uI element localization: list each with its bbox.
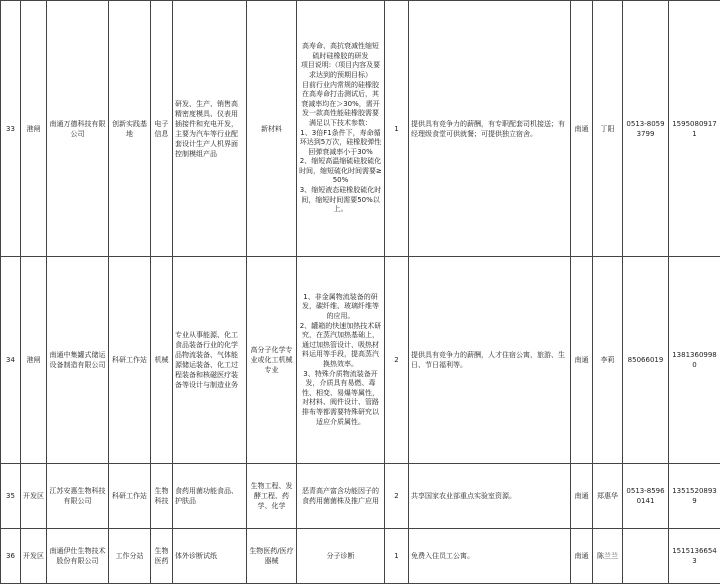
business-cell: 食药用菌功能食品、护肤品 bbox=[173, 464, 247, 529]
field-cell: 新材料 bbox=[247, 1, 297, 257]
location-cell: 南通 bbox=[571, 464, 593, 529]
industry-cell: 生物医药 bbox=[151, 529, 173, 584]
industry-cell: 电子信息 bbox=[151, 1, 173, 257]
business-cell: 专业从事能源、化工食品装备行业的化学品物流装备、气体能源储运装备、化工过程装备和核磁医疗装备等设计与制造业务 bbox=[173, 257, 247, 464]
mobile-cell: 13515208939 bbox=[669, 464, 720, 529]
table-row bbox=[1, 529, 720, 584]
location-cell: 南通 bbox=[571, 1, 593, 257]
contact-cell: 李莉 bbox=[593, 257, 623, 464]
business-cell: 体外诊断试纸 bbox=[173, 529, 247, 584]
demand-cell: 恶青高产富含功能因子的食药用菌菌株及推广应用 bbox=[297, 464, 385, 529]
district-cell: 港闸 bbox=[21, 1, 47, 257]
row-number: 36 bbox=[1, 529, 21, 584]
mobile-cell: 15950809171 bbox=[669, 1, 720, 257]
mobile-cell: 13813609980 bbox=[669, 257, 720, 464]
demand-cell: 分子诊断 bbox=[297, 529, 385, 584]
platform-cell: 创新实践基地 bbox=[109, 1, 151, 257]
contact-cell: 陈兰兰 bbox=[593, 529, 623, 584]
district-cell: 港闸 bbox=[21, 257, 47, 464]
contact-cell: 丁阳 bbox=[593, 1, 623, 257]
row-number: 33 bbox=[1, 1, 21, 257]
contact-cell: 郑惠华 bbox=[593, 464, 623, 529]
company-cell: 南通万德科技有限公司 bbox=[47, 1, 109, 257]
platform-cell: 科研工作站 bbox=[109, 464, 151, 529]
phone-cell: 0513-80593799 bbox=[623, 1, 669, 257]
location-cell: 南通 bbox=[571, 529, 593, 584]
district-cell: 开发区 bbox=[21, 464, 47, 529]
benefits-cell: 免费入住员工公寓。 bbox=[409, 529, 571, 584]
demand-cell: 1、非金属物流装备的研发，碳纤维、玻璃纤维等的应用。 2、罐箱的快速加热技术研究，在蒸汽加热基础上，通过加热管设计、吸热材料运用等手段，提高蒸汽换热效率。 3、特殊介质物流装备开发，介质具有易燃、毒性、相变、易爆等属性，对材料、阀件设计、管路排布等都需要特殊研究以适应介质属性。 bbox=[297, 257, 385, 464]
row-number: 35 bbox=[1, 464, 21, 529]
benefits-cell: 提供具有竞争力的薪酬，人才住宿公寓，旅游、生日、节日福利等。 bbox=[409, 257, 571, 464]
row-number: 34 bbox=[1, 257, 21, 464]
company-cell: 江苏安惠生物科技有限公司 bbox=[47, 464, 109, 529]
district-cell: 开发区 bbox=[21, 529, 47, 584]
phone-cell: 85066019 bbox=[623, 257, 669, 464]
phone-cell bbox=[623, 529, 669, 584]
count-cell: 1 bbox=[385, 529, 409, 584]
count-cell: 2 bbox=[385, 257, 409, 464]
platform-cell: 科研工作站 bbox=[109, 257, 151, 464]
count-cell: 1 bbox=[385, 1, 409, 257]
location-cell: 南通 bbox=[571, 257, 593, 464]
field-cell: 生物工程、发酵工程、药学、化学 bbox=[247, 464, 297, 529]
table-row bbox=[1, 257, 720, 464]
company-cell: 南通伊仕生物技术股份有限公司 bbox=[47, 529, 109, 584]
industry-cell: 机械 bbox=[151, 257, 173, 464]
phone-cell: 0513-85960141 bbox=[623, 464, 669, 529]
demand-cell: 高寿命、高抗衰减性缩短硫时硅橡胶的研发 项目说明:（项目内容及要求达到的预期目标） 目前行业内常规的硅橡胶在高寿命打击测试后，其衰减率均在＞30%，需开发一款高性能硅橡胶需要满足以下技术参数： 1、3倍F1条件下，寿命循环达到5万次，硅橡胶弹性回弹衰减率小于30% 2、缩短高温缩硫硅胶硫化时间，缩短硫化时间需要≥50% 3、缩短液态硅橡胶硫化时间，缩短时间需要50%以上。 bbox=[297, 1, 385, 257]
field-cell: 高分子化学专业或化工机械专业 bbox=[247, 257, 297, 464]
field-cell: 生物医药/医疗器械 bbox=[247, 529, 297, 584]
table-row bbox=[1, 464, 720, 529]
benefits-cell: 提供具有竞争力的薪酬，有专职配套司机接送；有经理级食堂可供就餐；可提供独立宿舍。 bbox=[409, 1, 571, 257]
mobile-cell: 15151366543 bbox=[669, 529, 720, 584]
count-cell: 2 bbox=[385, 464, 409, 529]
benefits-cell: 共享国家农业部重点实验室资源。 bbox=[409, 464, 571, 529]
platform-cell: 工作分站 bbox=[109, 529, 151, 584]
company-cell: 南通中集罐式储运设备制造有限公司 bbox=[47, 257, 109, 464]
business-cell: 研发、生产、销售高精密度模具、仪表用插接件和充电开发，主要为汽车等行业配套设计生产人机界面控制模组产品 bbox=[173, 1, 247, 257]
industry-cell: 生物科技 bbox=[151, 464, 173, 529]
table-row bbox=[1, 1, 720, 257]
